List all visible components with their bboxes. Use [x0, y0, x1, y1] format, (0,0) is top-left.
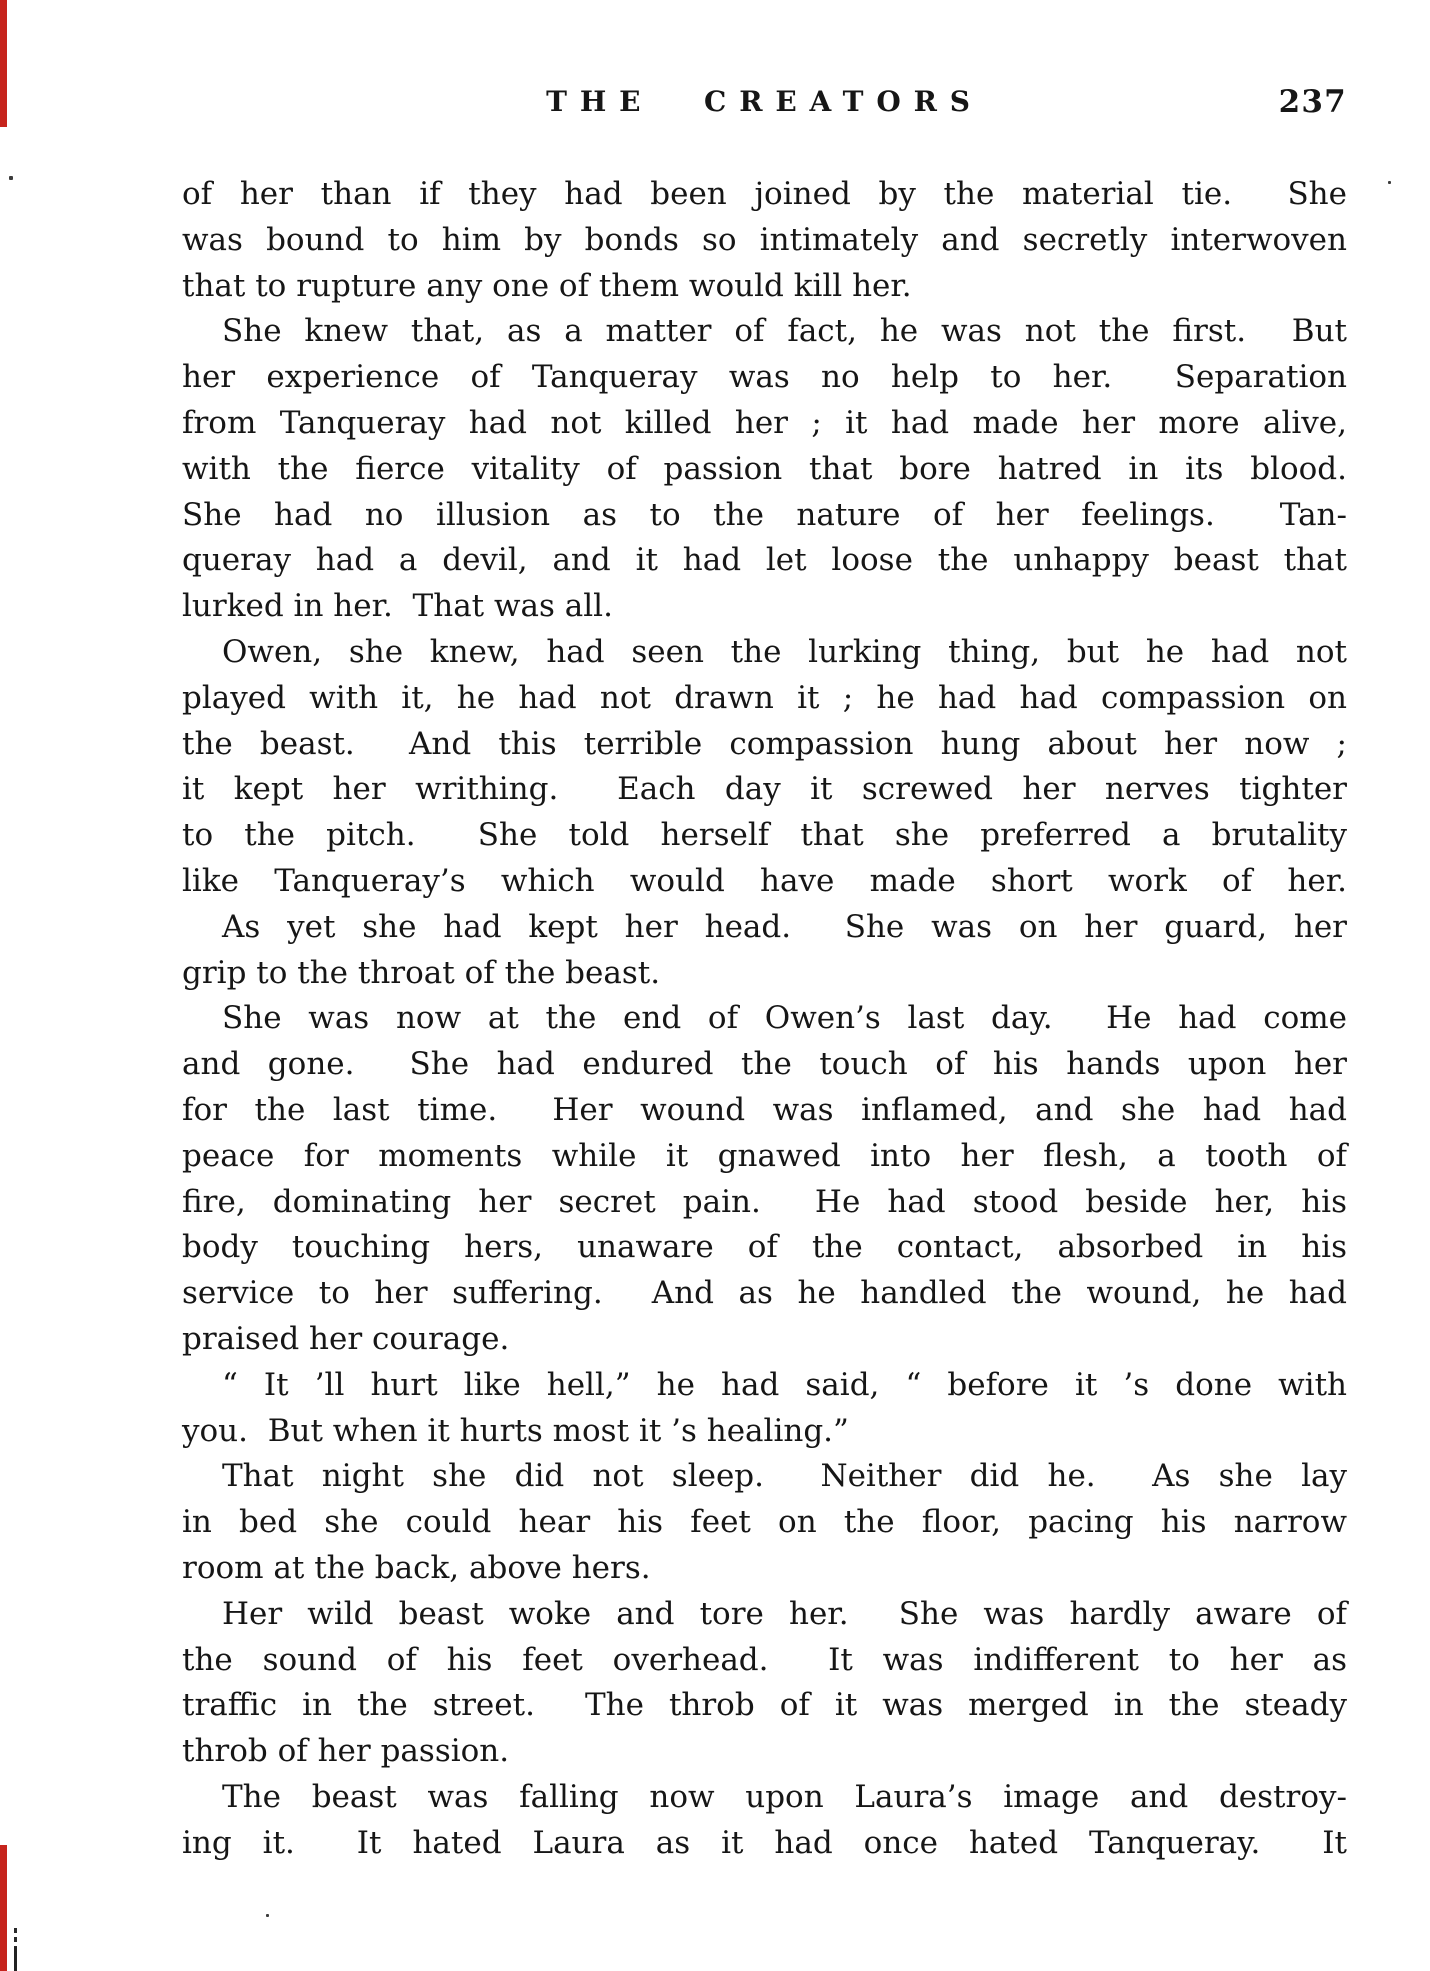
- scan-ink-speck: [9, 176, 13, 180]
- text-line: That night she did not sleep. Neither did he. As she lay: [222, 1458, 1347, 1495]
- text-line: lurked in her. That was all.: [182, 588, 613, 625]
- text-line: like Tanqueray’s which would have made short work of her.: [182, 862, 1347, 899]
- text-line: grip to the throat of the beast.: [182, 954, 661, 991]
- text-line: fire, dominating her secret pain. He had stood beside her, his: [182, 1183, 1347, 1220]
- text-line: ing it. It hated Laura as it had once hated Tanqueray. It: [182, 1824, 1347, 1861]
- text-line: from Tanqueray had not killed her ; it had made her more alive,: [182, 404, 1347, 441]
- text-line: and gone. She had endured the touch of his hands upon her: [182, 1046, 1347, 1083]
- text-line: you. But when it hurts most it ’s healing.”: [182, 1412, 849, 1449]
- page-header: [182, 80, 1347, 124]
- text-line: Her wild beast woke and tore her. She was hardly aware of: [222, 1595, 1347, 1632]
- text-line: Owen, she knew, had seen the lurking thing, but he had not: [222, 633, 1347, 670]
- text-line: She was now at the end of Owen’s last day. He had come: [222, 1000, 1347, 1037]
- text-line: of her than if they had been joined by the material tie. She: [182, 176, 1347, 212]
- text-line: the beast. And this terrible compassion hung about her now ;: [182, 725, 1347, 762]
- text-line: praised her courage.: [182, 1320, 510, 1357]
- text-line: to the pitch. She told herself that she preferred a brutality: [182, 817, 1347, 854]
- text-line: As yet she had kept her head. She was on her guard, her: [222, 908, 1347, 945]
- text-line: for the last time. Her wound was inflamed, and she had had: [182, 1091, 1347, 1128]
- text-line: body touching hers, unaware of the contact, absorbed in his: [182, 1229, 1347, 1266]
- text-line: peace for moments while it gnawed into her flesh, a tooth of: [182, 1137, 1347, 1174]
- scan-edge-line: [14, 1928, 17, 1971]
- text-line: the sound of his feet overhead. It was indifferent to her as: [182, 1641, 1347, 1678]
- text-line: The beast was falling now upon Laura’s image and destroy-: [222, 1778, 1347, 1815]
- text-line: in bed she could hear his feet on the floor, pacing his narrow: [182, 1504, 1347, 1541]
- text-line: throb of her passion.: [182, 1733, 510, 1770]
- text-line: her experience of Tanqueray was no help to her. Separation: [182, 359, 1347, 396]
- text-line: service to her suffering. And as he handled the wound, he had: [182, 1275, 1347, 1312]
- scan-edge-red-strip: [0, 0, 7, 127]
- text-line: it kept her writhing. Each day it screwed her nerves tighter: [182, 771, 1347, 808]
- page-number: 237: [1278, 84, 1347, 120]
- text-line: “ It ’ll hurt like hell,” he had said, “ before it ’s done with: [222, 1366, 1347, 1403]
- scan-ink-speck: [1388, 181, 1391, 184]
- text-line: that to rupture any one of them would kill her.: [182, 267, 912, 304]
- scan-edge-line-solid: [14, 1947, 17, 1971]
- scan-ink-speck: [266, 1914, 269, 1917]
- scan-edge-red-strip: [0, 1845, 7, 1971]
- text-line: room at the back, above hers.: [182, 1549, 651, 1586]
- text-line: with the fierce vitality of passion that bore hatred in its blood.: [182, 450, 1347, 487]
- text-line: played with it, he had not drawn it ; he had had compassion on: [182, 679, 1347, 716]
- running-title: THE CREATORS: [546, 85, 983, 118]
- text-line: was bound to him by bonds so intimately and secretly interwoven: [182, 221, 1347, 258]
- text-line: She had no illusion as to the nature of her feelings. Tan-: [182, 496, 1347, 533]
- text-line: traffic in the street. The throb of it was merged in the steady: [182, 1687, 1347, 1724]
- text-line: queray had a devil, and it had let loose the unhappy beast that: [182, 542, 1347, 579]
- text-line: She knew that, as a matter of fact, he was not the first. But: [222, 313, 1347, 350]
- body-text: [182, 172, 1347, 1866]
